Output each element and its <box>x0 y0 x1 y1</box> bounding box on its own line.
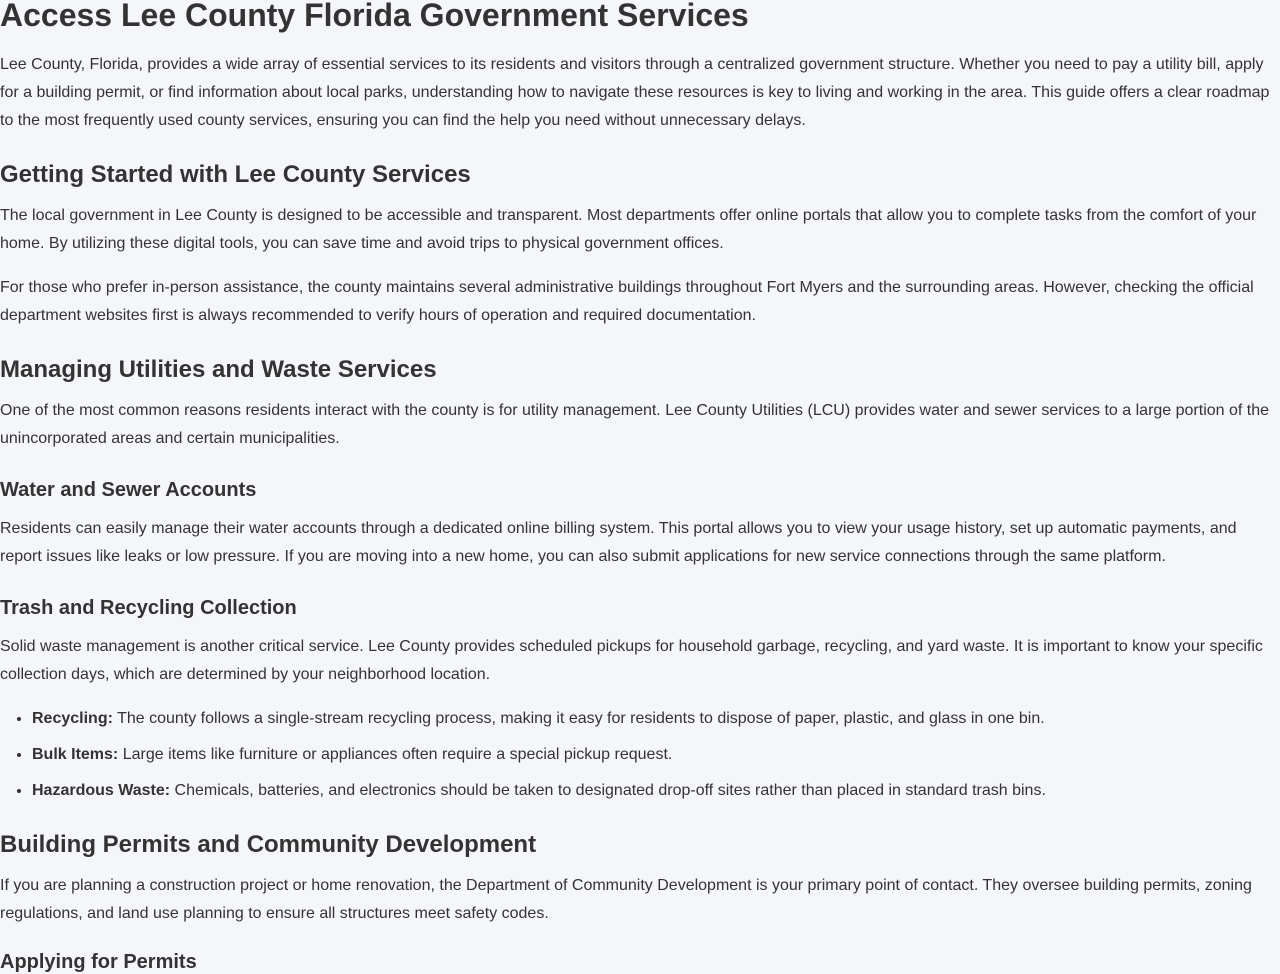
section-heading-utilities: Managing Utilities and Waste Services <box>0 356 437 383</box>
subheading-trash-recycling: Trash and Recycling Collection <box>0 597 297 619</box>
list-item <box>32 741 1272 777</box>
list-item <box>32 777 1272 813</box>
trash-recycling-paragraph: Solid waste management is another critical service. Lee County provides scheduled pickups for household garbage, recycling, and yard waste. It is important to know your specific collection days, which are determined by your neighborhood location. <box>0 638 1263 683</box>
list-item-text: Chemicals, batteries, and electronics should be taken to designated drop-off sites rather than placed in standard trash bins. <box>170 782 1046 799</box>
getting-started-paragraph-2: For those who prefer in-person assistance, the county maintains several administrative buildings throughout Fort Myers and the surrounding areas. However, checking the official department websites first is always recommended to verify hours of operation and required documentation. <box>0 279 1254 324</box>
list-item-term: Hazardous Waste: <box>32 782 171 799</box>
list-item-text: The county follows a single-stream recycling process, making it easy for residents to dispose of paper, plastic, and glass in one bin. <box>112 710 1045 727</box>
intro-paragraph: Lee County, Florida, provides a wide array of essential services to its residents and visitors through a centralized government structure. Whether you need to pay a utility bill, apply for a building permit, or find information about local parks, understanding how to navigate these resources is key to living and working in the area. This guide offers a clear roadmap to the most frequently used county services, ensuring you can find the help you need without unnecessary delays. <box>0 56 1270 129</box>
permits-paragraph: If you are planning a construction project or home renovation, the Department of Community Development is your primary point of contact. They oversee building permits, zoning regulations, and land use planning to ensure all structures meet safety codes. <box>0 877 1252 922</box>
subheading-applying-permits: Applying for Permits <box>0 951 197 973</box>
subheading-water-sewer: Water and Sewer Accounts <box>0 479 257 501</box>
section-heading-getting-started: Getting Started with Lee County Services <box>0 161 471 188</box>
getting-started-paragraph-1: The local government in Lee County is designed to be accessible and transparent. Most departments offer online portals that allow you to complete tasks from the comfort of your home. By utilizing these digital tools, you can save time and avoid trips to physical government offices. <box>0 207 1257 252</box>
water-sewer-paragraph: Residents can easily manage their water accounts through a dedicated online billing system. This portal allows you to view your usage history, set up automatic payments, and report issues like leaks or low pressure. If you are moving into a new home, you can also submit applications for new service connections through the same platform. <box>0 520 1237 565</box>
list-item-term: Bulk Items: <box>32 746 119 763</box>
list-item-text: Large items like furniture or appliances often require a special pickup request. <box>118 746 673 763</box>
utilities-paragraph: One of the most common reasons residents interact with the county is for utility management. Lee County Utilities (LCU) provides water and sewer services to a large portion of the unincorporated areas and certain municipalities. <box>0 402 1270 447</box>
waste-services-list <box>0 705 1272 813</box>
list-item <box>32 705 1272 741</box>
section-heading-permits: Building Permits and Community Development <box>0 831 537 858</box>
list-item-term: Recycling: <box>32 710 113 727</box>
page-title: Access Lee County Florida Government Services <box>0 0 749 33</box>
